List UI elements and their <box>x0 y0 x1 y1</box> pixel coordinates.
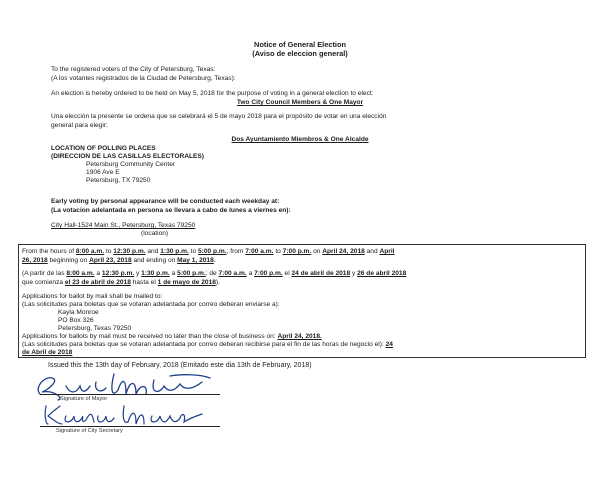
mayor-signature-label: Signature of Mayor <box>60 396 108 402</box>
polling-name: Petersburg Community Center <box>86 161 176 168</box>
polling-heading-es: (DIRECCION DE LAS CASILLAS ELECTORALES) <box>51 153 205 160</box>
mail-box: PO Box 326 <box>58 317 94 324</box>
polling-city: Petersburg, TX 79250 <box>86 177 151 184</box>
secretary-signature <box>40 402 230 428</box>
to-voters-es: (A los votantes registrados de la Ciudad de Petersburg, Texas): <box>51 75 236 82</box>
mayor-signature-line <box>40 394 220 395</box>
polling-heading: LOCATION OF POLLING PLACES <box>51 145 156 152</box>
election-intro-es-2: general para elegir: <box>51 122 108 129</box>
election-intro-es-1: Una elección la presente se ordena que se celebrará el 5 de mayo 2018 para el propósito de votar en una elección <box>51 113 387 120</box>
early-voting-location: City Hall-1524 Main St., Petersburg, Texas 79250 <box>51 222 196 229</box>
hours-es-line-2: que comienza el 23 de abril de 2018 hasta el 1 de mayo de 2018). <box>22 279 220 286</box>
to-voters: To the registered voters of the City of Petersburg, Texas: <box>51 66 216 73</box>
mail-deadline: Applications for ballots by mail must be received no later than the close of business on: April 24, 2018. <box>22 333 322 340</box>
early-voting-line: Early voting by personal appearance will be conducted each weekday at: <box>51 198 280 205</box>
hours-en-line-1: From the hours of 8:00 a.m. to 12:30 p.m. and 1:30 p.m. to 5:00 p.m.; from 7:00 a.m. to 7:00 p.m. on April 24, 2018 and April <box>22 248 395 255</box>
mail-line-es: (Las solicitudes para boletas que se votaran adelantada por correo deberan enviarse a): <box>22 301 280 308</box>
notice-title: Notice of General Election <box>254 40 346 49</box>
hours-en-line-2: 26, 2018 beginning on April 23, 2018 and ending on May 1, 2018. <box>22 257 216 264</box>
secretary-signature-label: Signature of City Secretary <box>56 428 123 434</box>
secretary-signature-line <box>40 426 220 427</box>
mail-city: Petersburg, Texas 79250 <box>58 325 132 332</box>
mail-deadline-es-date: de Abril de 2018 <box>22 349 73 356</box>
hours-es-line-1: (A partir de las 8:00 a.m. a 12:30 p.m. y 1:30 p.m. a 5:00 p.m.; de 7:00 a.m. a 7:00 p.m. el 24 de abril de 2018 y 26 de abril 2018 <box>22 270 407 277</box>
mail-name: Kayla Monroe <box>58 309 99 316</box>
election-intro: An election is hereby ordered to be held on May 5, 2018 for the purpose of voting in a general election to elect: <box>51 90 374 97</box>
notice-subtitle: (Aviso de eleccion general) <box>252 49 348 58</box>
polling-street: 1906 Ave E <box>86 169 120 176</box>
election-offices: Two City Council Members & One Mayor <box>236 99 364 106</box>
mail-deadline-es: (Las solicitudes para boletas que se votaran adelantada por correo deberan recibirse para el fin de las horas de negocio el): 24 <box>22 341 393 348</box>
issued-date: Issued this the 13th day of February, 2018 (Emitado este dia 13th de February, 2018) <box>48 362 312 369</box>
early-voting-location-label: (location) <box>141 230 169 237</box>
early-voting-line-es: (La votacion adelantada en persona se llevara a cabo de lunes a viernes en): <box>51 207 291 214</box>
mail-line: Applications for ballot by mail shall be mailed to: <box>22 293 163 300</box>
election-offices-es: Dos Ayuntamiento Miembros & One Alcalde <box>231 136 369 143</box>
